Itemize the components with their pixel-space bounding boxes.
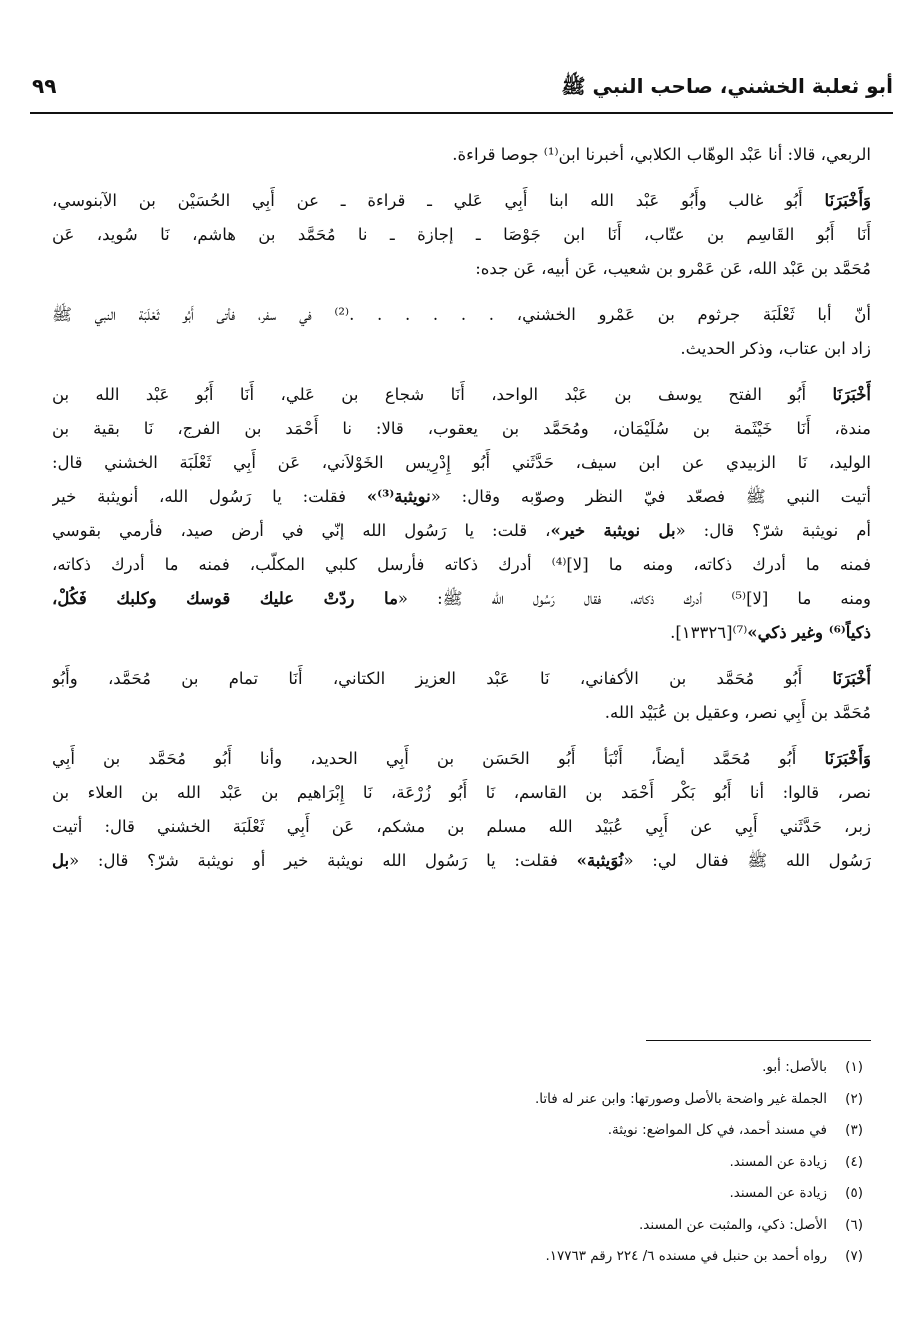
body-text <box>52 138 871 890</box>
text-line <box>52 184 871 218</box>
footnote-number: (٧) <box>845 1248 863 1264</box>
footnote <box>60 1241 863 1273</box>
line-text: أتيت النبي ﷺ فصعّد فيّ النظر وصوّبه وقال: « <box>430 487 871 506</box>
footnote-text: الجملة غير واضحة بالأصل وصورتها: وابن عنر له فاتا. <box>534 1090 827 1107</box>
line-text: ⁽⁷⁾[١٣٣٢٦]. <box>670 623 748 642</box>
text-line <box>52 844 871 878</box>
paragraph-5 <box>52 662 871 730</box>
text-line <box>52 742 871 776</box>
hadith-quote: نُوَيثبة» <box>576 851 624 870</box>
footnote-number: (٣) <box>845 1122 863 1138</box>
footnote-text: الأصل: ذكي، والمثبت عن المسند. <box>639 1216 827 1233</box>
paragraph-3 <box>52 298 871 366</box>
text-line: الربعي، قالا: أنا عَبْد الوهّاب الكلابي، أخبرنا ابن⁽¹⁾ جوصا قراءة. <box>452 145 871 164</box>
chain-lead-word: أَخْبَرَنَا <box>832 669 871 688</box>
footnote <box>60 1115 863 1147</box>
footnote <box>60 1147 863 1179</box>
text-line <box>52 582 871 616</box>
text-line <box>52 378 871 412</box>
footnote-text: في مسند أحمد، في كل المواضع: نويثة. <box>607 1122 827 1138</box>
text-line <box>52 662 871 696</box>
line-text: أم نويثبة شرّ؟ قال: « <box>675 521 871 540</box>
footnote-text: رواه أحمد بن حنبل في مسنده ٦/ ٢٢٤ رقم ١٧٧٦٣. <box>545 1248 827 1264</box>
text-line: زبر، حَدَّثَني أَبِي عن أَبِي عُبَيْد الله مسلم بن مشكم، عَن أَبِي ثَعْلَبَة الخشني قال: أتيت <box>52 817 871 836</box>
hadith-quote: ذكياً⁽⁶⁾ وغير ذكي» <box>747 623 871 642</box>
text-line: مندة، أَنَا خَيْثَمة بن سُلَيْمَان، ومُحَمَّد بن يعقوب، قالا: نا أَحْمَد بن الفرج، نَا بقية بن <box>52 419 871 438</box>
line-text: رَسُول الله ﷺ فقال لي: « <box>623 851 871 870</box>
text-line: مُحَمَّد بن أَبِي نصر، وعقيل بن عُبَيْد الله. <box>604 703 871 722</box>
footnote <box>60 1084 863 1116</box>
line-text: فقلت: يا رَسُول الله، أنويثبة خير <box>52 487 367 506</box>
footnote-text: بالأصل: أبو. <box>762 1059 827 1075</box>
footnote <box>60 1178 863 1210</box>
footnote-number: (٢) <box>845 1090 863 1107</box>
paragraph-1 <box>52 138 871 172</box>
footnote-text: زيادة عن المسند. <box>729 1153 827 1170</box>
hadith-quote: ما ردّتْ عليك قوسك وكلبك فَكُلْ، <box>52 589 398 608</box>
hadith-quote: نويثبة⁽³⁾» <box>366 487 431 506</box>
footnote-number: (٦) <box>845 1216 863 1233</box>
footnote-number: (٤) <box>845 1153 863 1170</box>
line-text: ، قلت: يا رَسُول الله إنّي في أرض صيد، فأرمي بقوسي <box>52 521 551 540</box>
chain-lead-word: وَأَخْبَرَنَا <box>824 749 871 768</box>
chain-lead-word: وَأَخْبَرَنَا <box>824 191 871 210</box>
text-line: أَنَا أَبُو القَاسِم بن عتّاب، أَنَا ابن جَوْصَا ـ إجازة ـ نا مُحَمَّد بن هاشم، نَا سُويد، عَن <box>52 225 871 244</box>
text-line <box>52 480 871 514</box>
text-line: فمنه ما أدرك ذكاته، ومنه ما [لا]⁽⁴⁾ أدرك ذكاته فأرسل كلبي المكلّب، فمنه ما أدرك ذكاته، <box>52 555 871 574</box>
hadith-quote: بل نويثبة خير» <box>550 521 676 540</box>
page-header <box>30 68 893 108</box>
paragraph-4 <box>52 378 871 650</box>
header-rule <box>30 112 893 114</box>
text-line: الوليد، نَا الزبيدي عن ابن سيف، حَدَّثَني أَبُو إِدْرِيس الخَوْلاَني، عَن أَبِي ثَعْلَبَة الخشني قال: <box>52 453 871 472</box>
line-text: أَبُو مُحَمَّد بن الأكفاني، نَا عَبْد العزيز الكتاني، أَنَا تمام بن مُحَمَّد، وأَبُو <box>52 669 803 688</box>
text-line: مُحَمَّد بن عَبْد الله، عَن عَمْرو بن شعيب، عَن أبيه، عَن جده: <box>475 259 871 278</box>
footnotes <box>60 1052 863 1273</box>
line-text: فقلت: يا رَسُول الله نويثبة خير أو نويثبة شرّ؟ قال: « <box>69 851 577 870</box>
text-line <box>52 514 871 548</box>
running-head: أبو ثعلبة الخشني، صاحب النبي ﷺ <box>561 74 893 98</box>
footnote-text: زيادة عن المسند. <box>729 1185 827 1201</box>
page-number: ٩٩ <box>32 74 57 98</box>
line-text: ومنه ما [لا]⁽⁵⁾ أدرك ذكاته، فقال رَسُول الله ﷺ: « <box>397 589 871 608</box>
footnote-number: (١) <box>845 1059 863 1075</box>
paragraph-2 <box>52 184 871 286</box>
line-text: أَبُو مُحَمَّد أيضاً، أَنْبَأ أَبُو الحَسَن بن أَبِي الحديد، وأنا أَبُو مُحَمَّد بن أَبِي <box>52 749 797 768</box>
text-line: زاد ابن عتاب، وذكر الحديث. <box>680 339 871 358</box>
footnote <box>60 1210 863 1242</box>
footnote-number: (٥) <box>845 1185 863 1201</box>
line-text: أَبُو الفتح يوسف بن عَبْد الواحد، أَنَا شجاع بن عَلي، أَنَا أَبُو عَبْد الله بن <box>52 385 807 404</box>
hadith-quote: بل <box>52 851 70 870</box>
chain-lead-word: أَخْبَرَنَا <box>832 385 871 404</box>
text-line: أنّ أبا ثَعْلَبَة جرثوم بن عَمْرو الخشني، . . . . . .⁽²⁾ في سفر، فأتى أَبُو ثَعْلَبَة النبي ﷺ <box>52 305 871 324</box>
paragraph-6 <box>52 742 871 878</box>
text-line <box>52 616 871 650</box>
text-line: نصر، قالوا: أنا أَبُو بَكْر أَحْمَد بن القاسم، نَا أَبُو زُرْعَة، نَا إِبْرَاهيم بن عَبْد الله بن العلاء بن <box>52 783 871 802</box>
footnote-rule <box>646 1040 871 1041</box>
line-text: أَبُو غالب وأَبُو عَبْد الله ابنا أَبِي عَلي ـ قراءة ـ عن أَبِي الحُسَيْن بن الآبنوسي، <box>52 191 803 210</box>
footnote <box>60 1052 863 1084</box>
